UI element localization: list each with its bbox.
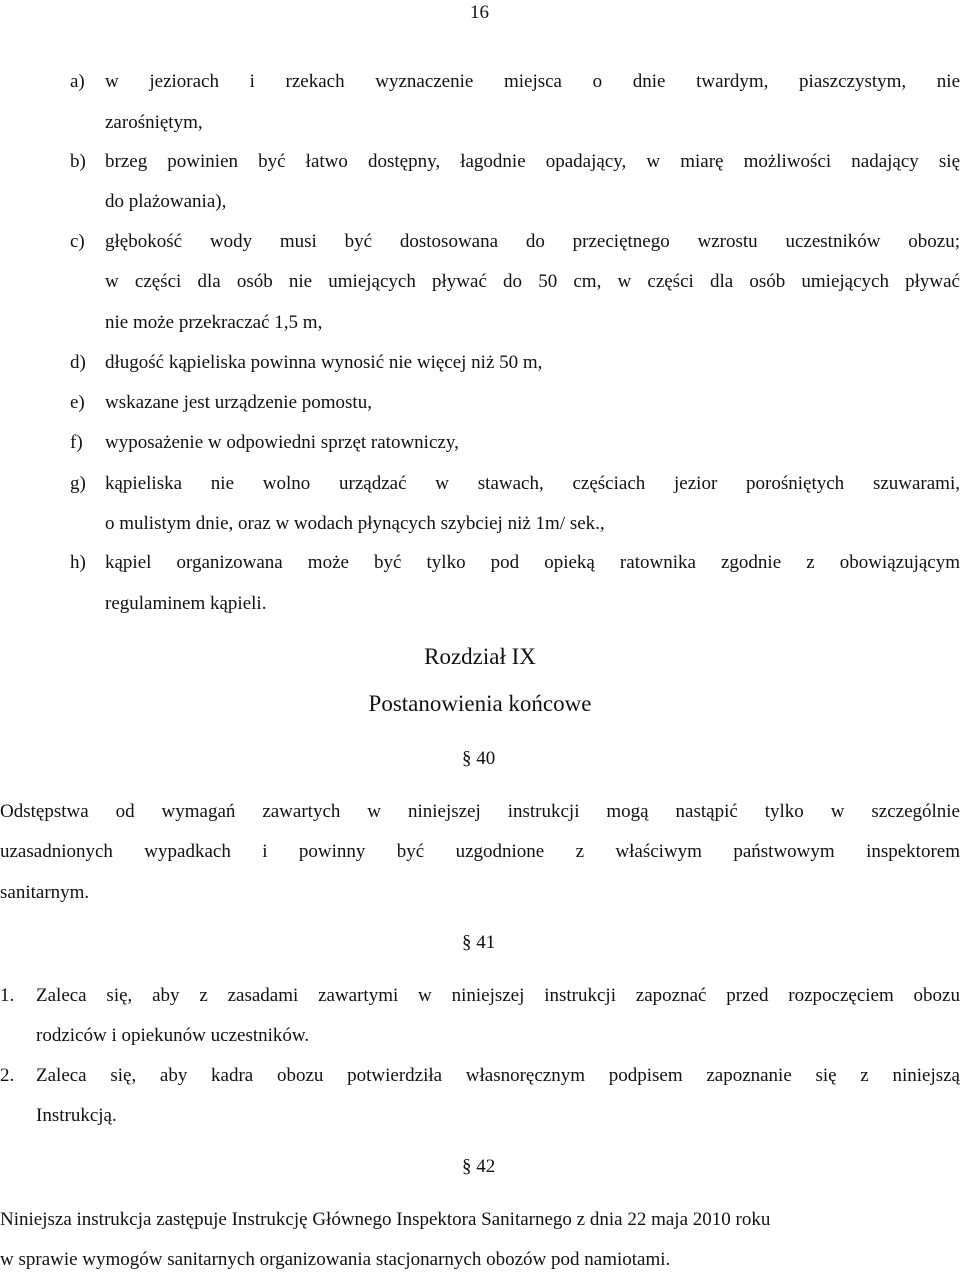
paragraph-line: Odstępstwa od wymagań zawartych w niniejszej instrukcji mogą nastąpić tylko w szczególnie <box>0 801 960 822</box>
numbered-marker: 2. <box>0 1065 15 1086</box>
list-item-continuation: o mulistym dnie, oraz w wodach płynących szybciej niż 1m/ sek., <box>105 513 605 534</box>
paragraph-line: w sprawie wymogów sanitarnych organizowania stacjonarnych obozów pod namiotami. <box>0 1249 671 1270</box>
list-item-continuation: w części dla osób nie umiejących pływać do 50 cm, w części dla osób umiejących pływać <box>105 271 960 292</box>
numbered-item-continuation: Instrukcją. <box>36 1105 117 1126</box>
list-item-g <box>70 472 960 496</box>
section-label: § 42 <box>462 1156 496 1177</box>
list-item-text: głębokość wody musi być dostosowana do przeciętnego wzrostu uczestników obozu; <box>105 231 960 252</box>
list-item-continuation: regulaminem kąpieli. <box>105 593 267 614</box>
numbered-item-continuation: rodziców i opiekunów uczestników. <box>36 1025 310 1046</box>
list-marker: d) <box>70 352 86 373</box>
paragraph-line: sanitarnym. <box>0 882 90 903</box>
section-label: § 41 <box>462 932 496 953</box>
list-item-continuation: zarośniętym, <box>105 112 203 133</box>
list-marker: a) <box>70 71 85 92</box>
paragraph-line: uzasadnionych wypadkach i powinny być uzgodnione z właściwym państwowym inspektorem <box>0 841 960 862</box>
numbered-item-2 <box>0 1064 960 1088</box>
numbered-item-1 <box>0 984 960 1008</box>
list-item-b <box>70 150 960 174</box>
list-item-h <box>70 551 960 575</box>
section-label: § 40 <box>462 748 496 769</box>
list-item-text: kąpiel organizowana może być tylko pod opieką ratownika zgodnie z obowiązującym <box>105 552 960 573</box>
list-item-continuation: nie może przekraczać 1,5 m, <box>105 312 323 333</box>
numbered-item-text: Zaleca się, aby kadra obozu potwierdziła własnoręcznym podpisem zapoznanie się z niniejszą <box>36 1065 960 1086</box>
list-item-text: w jeziorach i rzekach wyznaczenie miejsca o dnie twardym, piaszczystym, nie <box>105 71 960 92</box>
list-marker: f) <box>70 432 83 453</box>
numbered-marker: 1. <box>0 985 15 1006</box>
list-item-text: brzeg powinien być łatwo dostępny, łagodnie opadający, w miarę możliwości nadający się <box>105 151 960 172</box>
list-item-a <box>70 70 960 94</box>
list-item-f <box>70 431 960 455</box>
list-marker: e) <box>70 392 85 413</box>
list-item-d <box>70 351 960 375</box>
numbered-item-text: Zaleca się, aby z zasadami zawartymi w niniejszej instrukcji zapoznać przed rozpoczęciem obozu <box>36 985 960 1006</box>
list-item-text: długość kąpieliska powinna wynosić nie więcej niż 50 m, <box>105 352 543 373</box>
list-item-continuation: do plażowania), <box>105 191 227 212</box>
list-marker: g) <box>70 473 86 494</box>
chapter-number: Rozdział IX <box>424 644 536 669</box>
list-marker: c) <box>70 231 85 252</box>
list-marker: b) <box>70 151 86 172</box>
list-item-text: wskazane jest urządzenie pomostu, <box>105 392 372 413</box>
list-item-text: kąpieliska nie wolno urządzać w stawach, częściach jezior porośniętych szuwarami, <box>105 473 960 494</box>
page-number: 16 <box>470 2 489 23</box>
list-item-c <box>70 230 960 254</box>
paragraph-line: Niniejsza instrukcja zastępuje Instrukcję Głównego Inspektora Sanitarnego z dnia 22 maja 2010 roku <box>0 1209 771 1230</box>
list-item-e <box>70 391 960 415</box>
list-marker: h) <box>70 552 86 573</box>
list-item-text: wyposażenie w odpowiedni sprzęt ratowniczy, <box>105 432 459 453</box>
chapter-title: Postanowienia końcowe <box>368 691 592 716</box>
